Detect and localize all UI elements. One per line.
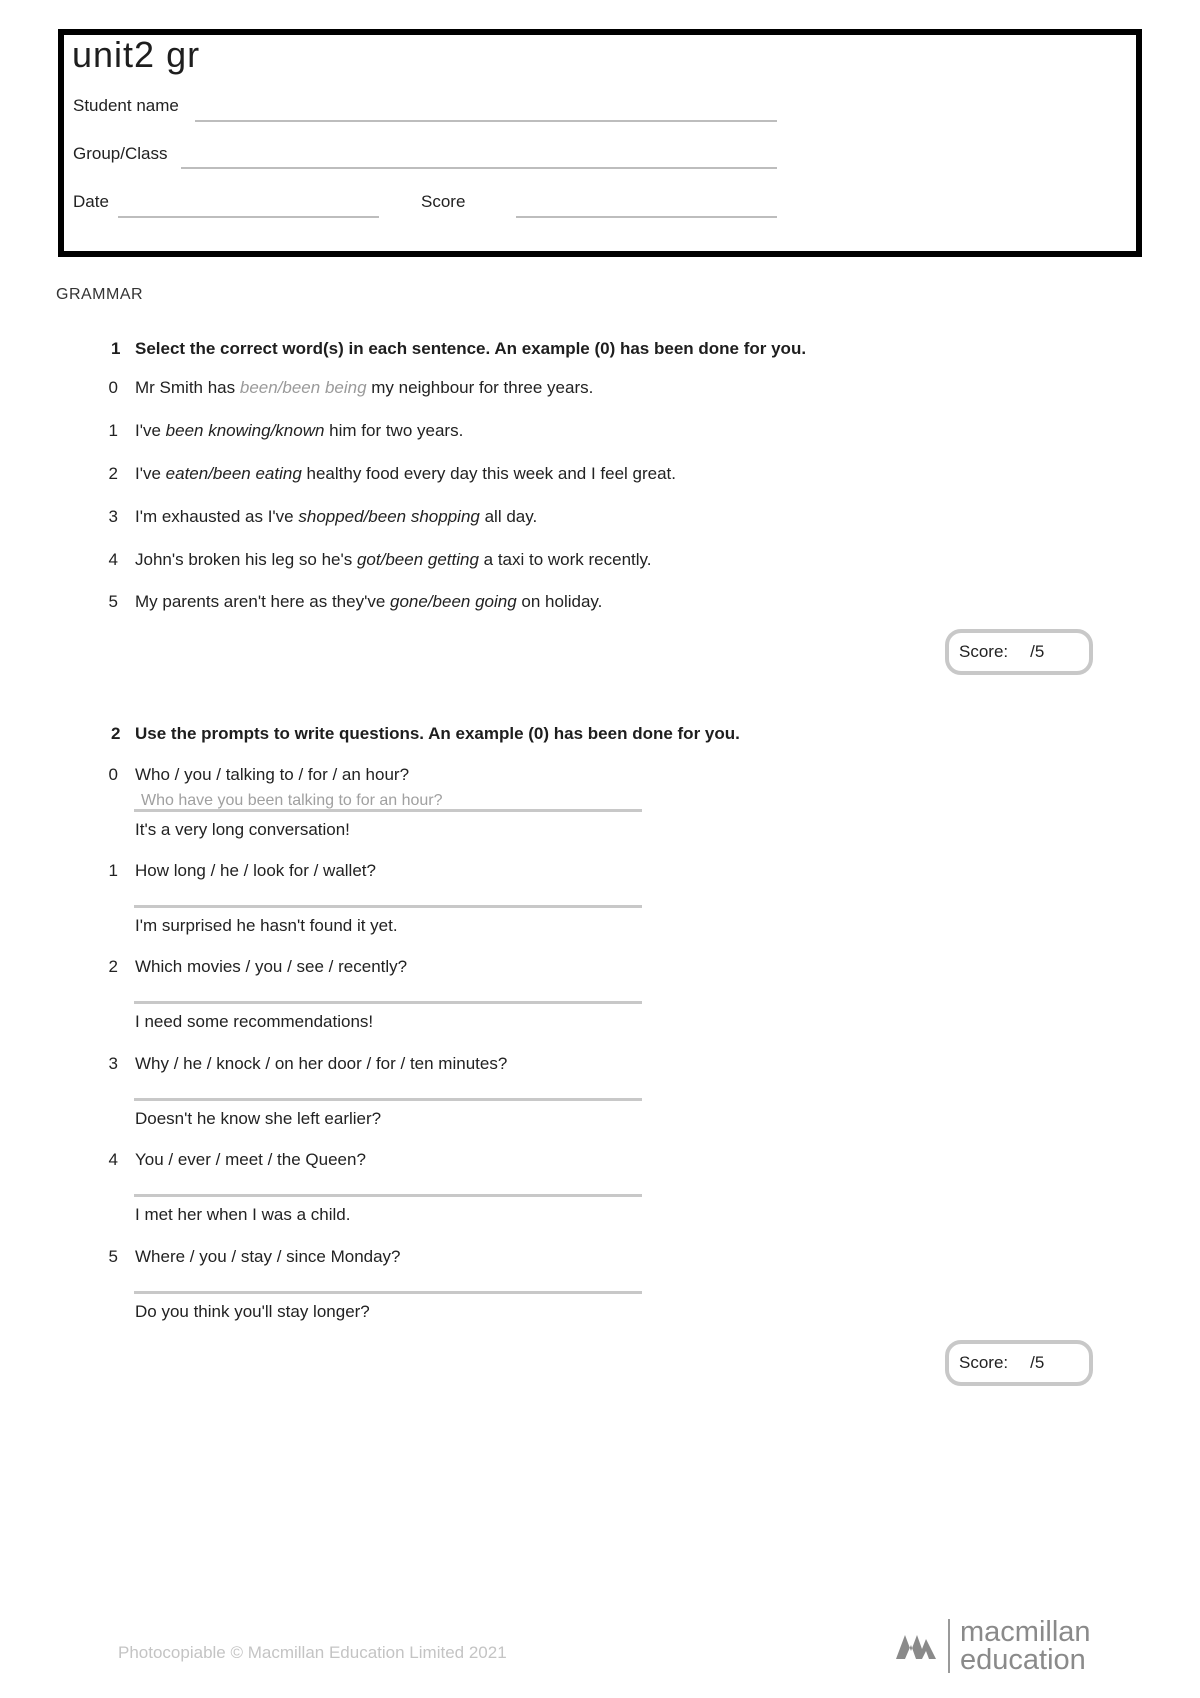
ex2-answer-line[interactable] [134, 809, 642, 812]
group-class-label: Group/Class [73, 144, 168, 163]
ex2-item-reply: Doesn't he know she left earlier? [135, 1109, 382, 1128]
ex2-answer-line[interactable] [134, 905, 642, 908]
ex1-item-number: 1 [108, 421, 118, 440]
macmillan-logo [896, 1618, 1091, 1674]
score-field[interactable] [516, 216, 777, 218]
date-field[interactable] [118, 216, 379, 218]
ex1-item-option[interactable]: been/been being [239, 378, 367, 397]
ex1-item-sentence: John's broken his leg so he's got/been getting a taxi to work recently. [135, 550, 652, 569]
ex1-item-sentence: I've eaten/been eating healthy food every day this week and I feel great. [135, 464, 677, 483]
ex1-item-option[interactable]: gone/been going [390, 592, 517, 611]
exercise-2-score-box [945, 1340, 1093, 1386]
ex2-item-number: 5 [108, 1247, 118, 1266]
copyright-text: Photocopiable © Macmillan Education Limited 2021 [118, 1643, 507, 1662]
ex1-item-number: 2 [108, 464, 118, 483]
student-name-label: Student name [73, 96, 179, 115]
ex2-item-prompt: Which movies / you / see / recently? [135, 957, 408, 976]
ex2-item-reply: I need some recommendations! [135, 1012, 374, 1031]
ex2-answer-line[interactable] [134, 1001, 642, 1004]
logo-line-2: education [960, 1644, 1086, 1676]
exercise-1-score-box [945, 629, 1093, 675]
student-name-field[interactable] [195, 120, 777, 122]
exercise-1-number: 1 [111, 339, 121, 358]
ex1-item-option[interactable]: eaten/been eating [165, 464, 302, 483]
logo-line-1: macmillan [960, 1616, 1091, 1648]
ex1-item-number: 0 [108, 378, 118, 397]
ex2-answer-line[interactable] [134, 1194, 642, 1197]
ex1-item-sentence: I'm exhausted as I've shopped/been shopping all day. [135, 507, 538, 526]
ex1-item-number: 5 [108, 592, 118, 611]
ex2-item-number: 4 [108, 1150, 118, 1169]
ex1-item-number: 4 [108, 550, 118, 569]
ex2-item-number: 0 [108, 765, 118, 784]
macmillan-mark-icon [896, 1631, 936, 1661]
ex1-item-option[interactable]: shopped/been shopping [298, 507, 480, 526]
exercise-1-instruction: Select the correct word(s) in each sentence. An example (0) has been done for you. [135, 339, 807, 358]
logo-text [960, 1618, 1091, 1674]
ex2-item-prompt: You / ever / meet / the Queen? [135, 1150, 366, 1169]
ex2-item-reply: I met her when I was a child. [135, 1205, 351, 1224]
ex2-item-prompt: Why / he / knock / on her door / for / ten minutes? [135, 1054, 508, 1073]
logo-divider [948, 1619, 950, 1673]
score-label: Score [421, 192, 466, 211]
ex2-item-number: 1 [108, 861, 118, 880]
ex1-item-sentence: My parents aren't here as they've gone/been going on holiday. [135, 592, 603, 611]
header-box [58, 29, 1142, 257]
ex2-item-number: 2 [108, 957, 118, 976]
score-box-label: Score: [959, 1353, 1009, 1372]
ex2-answer-line[interactable] [134, 1098, 642, 1101]
ex2-item-prompt: Where / you / stay / since Monday? [135, 1247, 401, 1266]
score-box-label: Score: [959, 642, 1009, 661]
ex1-item-option[interactable]: been knowing/known [165, 421, 325, 440]
ex2-example-answer: Who have you been talking to for an hour? [141, 792, 443, 809]
section-label: GRAMMAR [56, 286, 144, 303]
exercise-2-instruction: Use the prompts to write questions. An example (0) has been done for you. [135, 724, 740, 743]
ex2-item-reply: Do you think you'll stay longer? [135, 1302, 370, 1321]
ex2-item-prompt: Who / you / talking to / for / an hour? [135, 765, 410, 784]
ex1-item-sentence: I've been knowing/known him for two years. [135, 421, 464, 440]
score-box-total: /5 [1030, 642, 1045, 661]
ex2-item-number: 3 [108, 1054, 118, 1073]
ex1-item-sentence: Mr Smith has been/been being my neighbour for three years. [135, 378, 594, 397]
ex2-item-reply: I'm surprised he hasn't found it yet. [135, 916, 398, 935]
score-box-total: /5 [1030, 1353, 1045, 1372]
ex2-answer-line[interactable] [134, 1291, 642, 1294]
ex2-item-reply: It's a very long conversation! [135, 820, 350, 839]
exercise-2-number: 2 [111, 724, 121, 743]
group-class-field[interactable] [181, 167, 777, 169]
ex1-item-option[interactable]: got/been getting [356, 550, 479, 569]
date-label: Date [73, 192, 109, 211]
ex1-item-number: 3 [108, 507, 118, 526]
page-title: unit2 gr [72, 34, 201, 75]
ex2-item-prompt: How long / he / look for / wallet? [135, 861, 376, 880]
